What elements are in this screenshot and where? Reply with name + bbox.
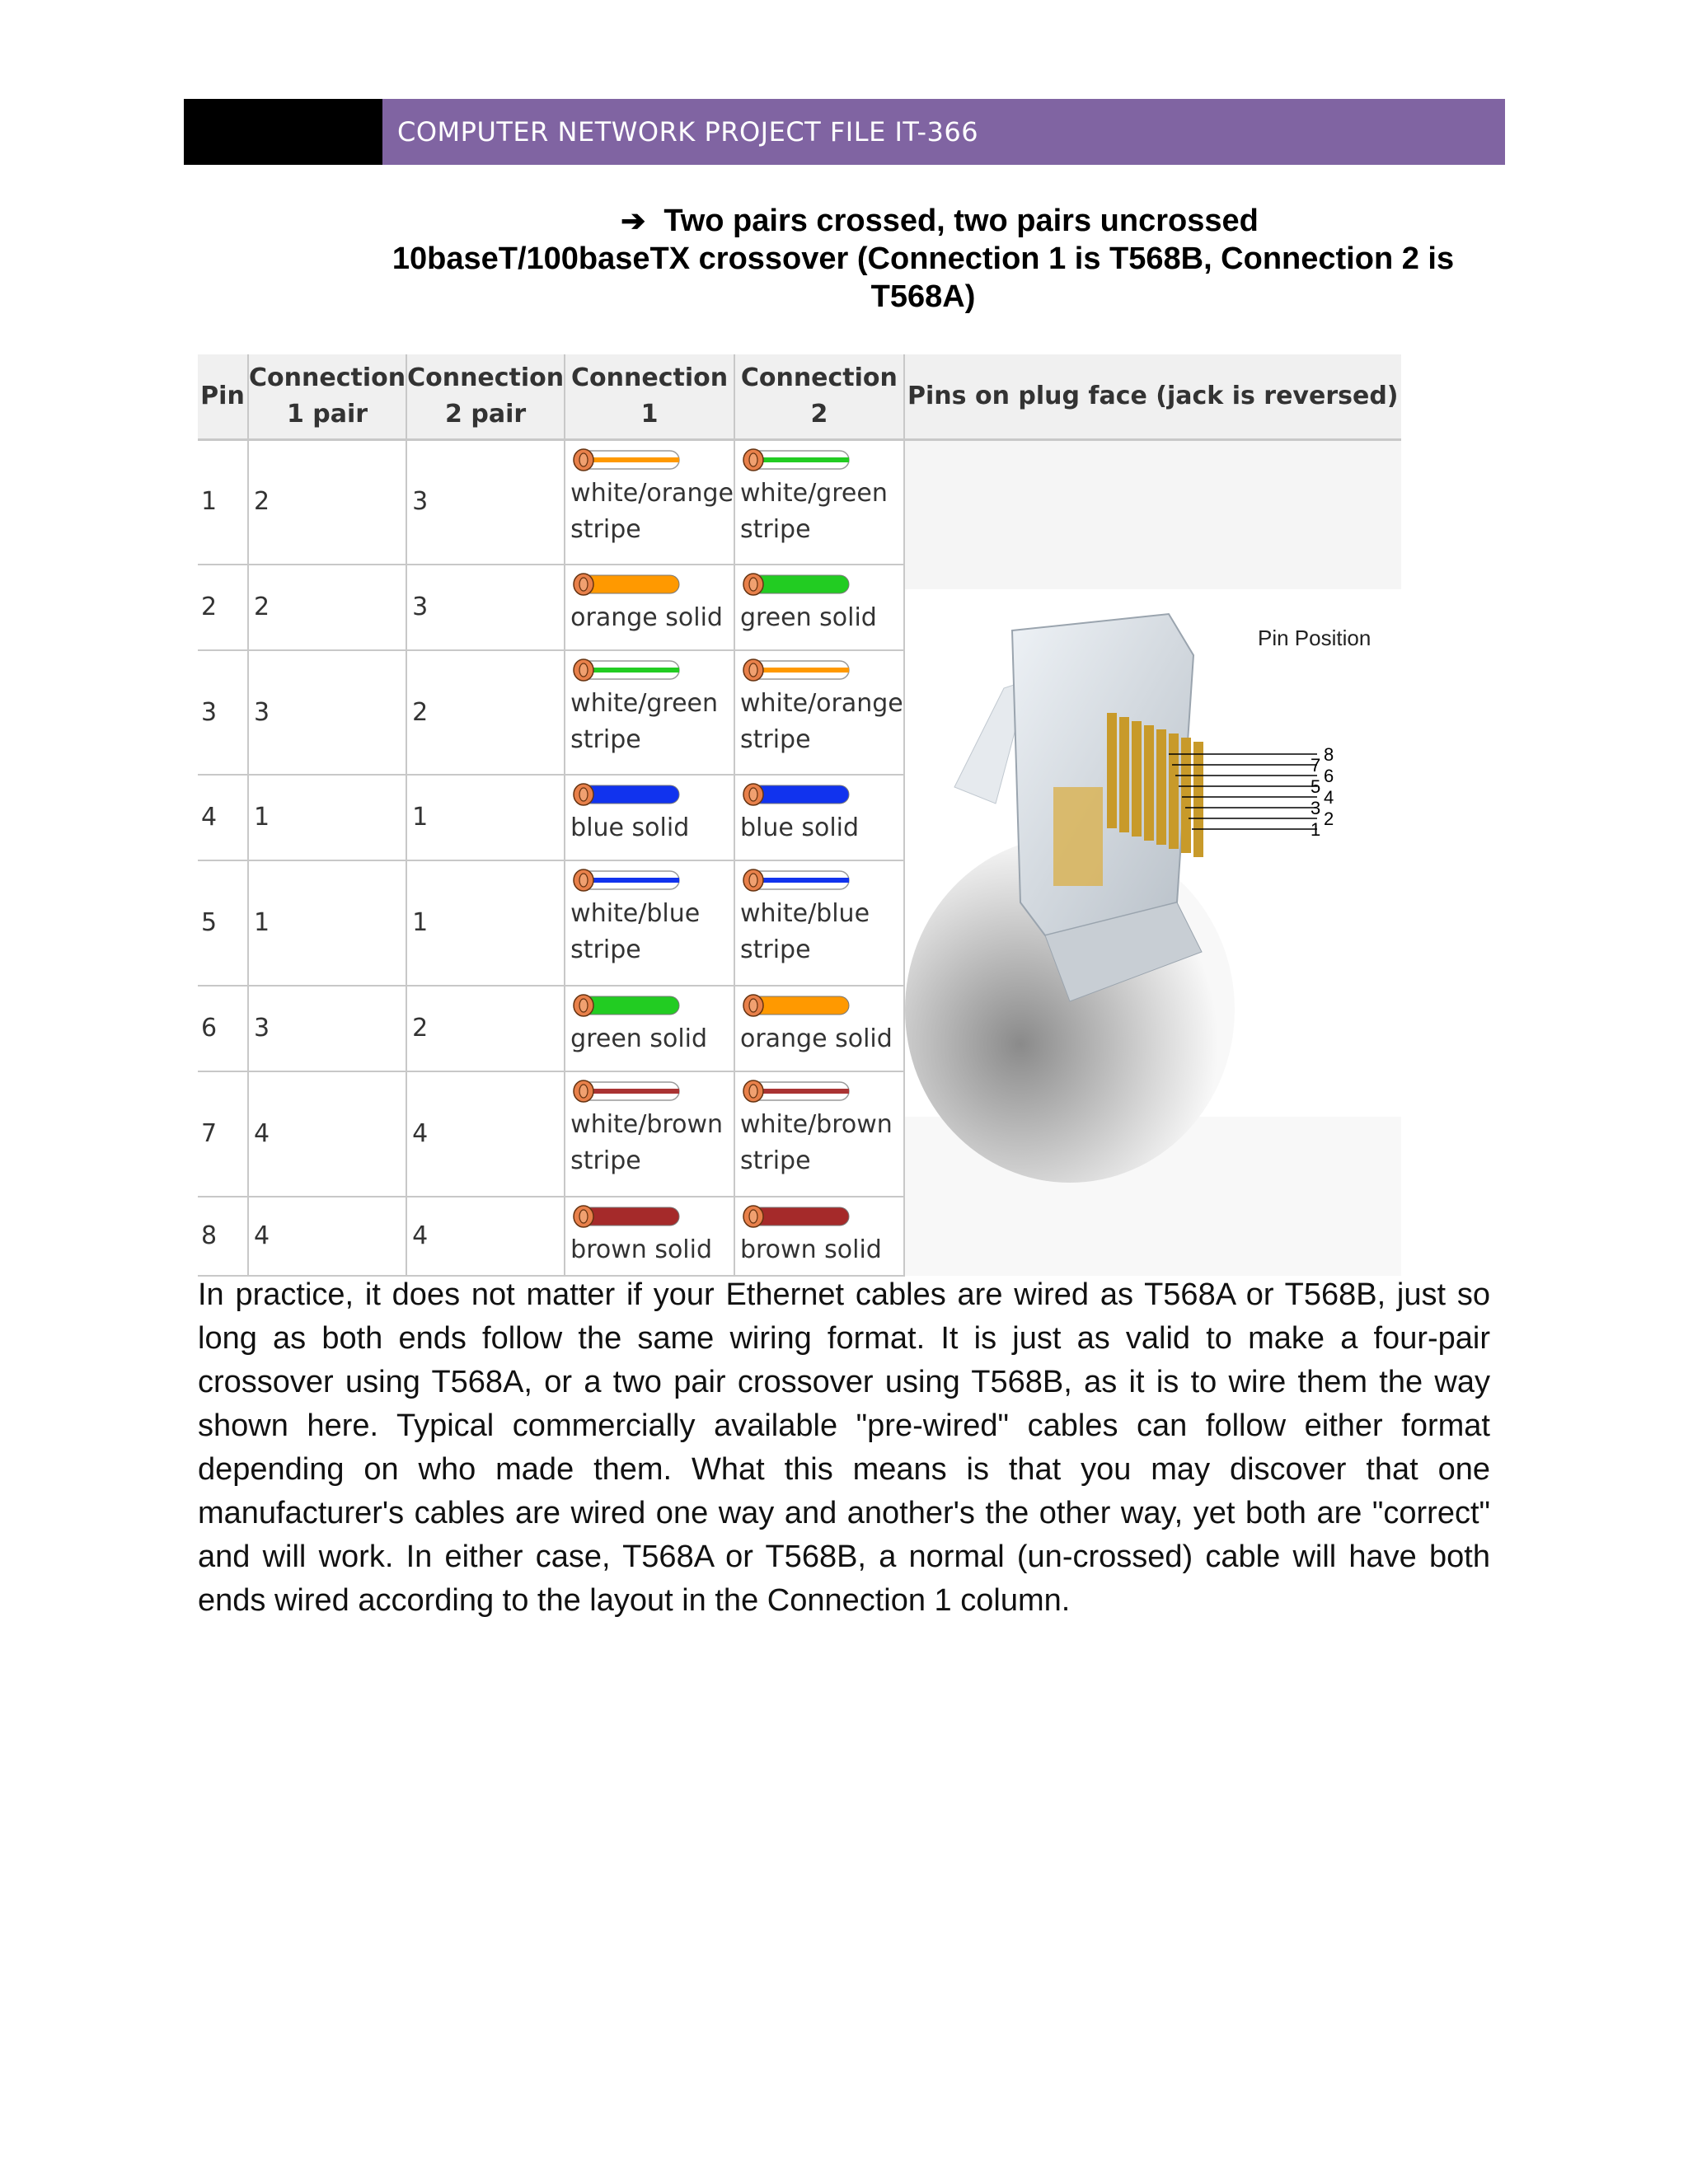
conn1-pair-cell: 3 xyxy=(248,986,406,1071)
conn2-wire-cell xyxy=(734,1197,904,1276)
conn2-wire-cell xyxy=(734,1071,904,1197)
conn1-wire-cell xyxy=(565,650,734,776)
pin-number-label: 6 xyxy=(1323,765,1334,786)
wire-label: white/blue stripe xyxy=(570,899,701,965)
conn2-pair-cell: 3 xyxy=(406,439,565,565)
wire-icon xyxy=(740,782,852,807)
pin-number-label: 8 xyxy=(1323,743,1334,765)
conn2-wire-cell xyxy=(734,775,904,860)
conn1-pair-cell: 2 xyxy=(248,565,406,650)
conn1-wire-cell xyxy=(565,565,734,650)
pin-cell: 3 xyxy=(198,650,248,776)
wire-label: orange solid xyxy=(570,602,723,632)
wire-icon xyxy=(570,1079,682,1104)
col-header-conn2: Connection 2 xyxy=(734,354,904,439)
header-title: COMPUTER NETWORK PROJECT FILE IT-366 xyxy=(397,116,979,148)
conn1-wire-cell xyxy=(565,1071,734,1197)
wire-label: white/brown stripe xyxy=(570,1110,723,1176)
rj45-plug-image xyxy=(905,441,1401,1265)
pin-number-label: 7 xyxy=(1310,754,1321,776)
wire-label: orange solid xyxy=(739,1024,893,1054)
conn2-pair-cell: 2 xyxy=(406,650,565,776)
pin-cell: 7 xyxy=(198,1071,248,1197)
wire-label: blue solid xyxy=(739,813,860,843)
table-row xyxy=(198,439,1401,565)
col-header-plug-face: Pins on plug face (jack is reversed) xyxy=(904,354,1401,439)
header-bar xyxy=(382,99,1505,165)
conn1-wire-cell xyxy=(565,775,734,860)
wire-icon xyxy=(570,993,682,1018)
pin-cell: 1 xyxy=(198,439,248,565)
wire-icon xyxy=(570,658,682,682)
heading-line-1: Two pairs crossed, two pairs uncrossed xyxy=(663,204,1259,238)
wire-icon xyxy=(740,448,852,472)
wire-icon xyxy=(740,993,852,1018)
conn2-wire-cell xyxy=(734,565,904,650)
conn2-pair-cell: 4 xyxy=(406,1197,565,1276)
conn1-pair-cell: 4 xyxy=(248,1071,406,1197)
pin-cell: 5 xyxy=(198,860,248,986)
header-black-block xyxy=(184,99,382,165)
conn1-pair-cell: 1 xyxy=(248,860,406,986)
wire-label: white/green stripe xyxy=(570,688,719,754)
section-heading xyxy=(346,202,1500,316)
pin-number-label: 2 xyxy=(1323,808,1334,829)
pin-number-label: 3 xyxy=(1310,797,1321,818)
wire-label: white/blue stripe xyxy=(739,899,870,965)
pin-position-caption: Pin Position xyxy=(1257,625,1372,650)
plug-image-cell xyxy=(904,439,1401,1276)
conn2-pair-cell: 2 xyxy=(406,986,565,1071)
arrow-icon: ➔ xyxy=(621,204,646,237)
wire-label: white/orange stripe xyxy=(739,688,903,754)
conn1-wire-cell xyxy=(565,439,734,565)
wire-label: brown solid xyxy=(570,1235,713,1264)
col-header-conn1: Connection 1 xyxy=(565,354,734,439)
conn1-wire-cell xyxy=(565,986,734,1071)
conn2-wire-cell xyxy=(734,650,904,776)
conn1-wire-cell xyxy=(565,860,734,986)
pin-cell: 6 xyxy=(198,986,248,1071)
conn2-pair-cell: 1 xyxy=(406,775,565,860)
pin-cell: 8 xyxy=(198,1197,248,1276)
wire-icon xyxy=(570,572,682,597)
pin-number-label: 5 xyxy=(1310,776,1321,797)
wiring-table xyxy=(198,354,1401,1277)
wire-icon xyxy=(570,782,682,807)
conn2-pair-cell: 1 xyxy=(406,860,565,986)
col-header-conn2-pair: Connection 2 pair xyxy=(406,354,565,439)
col-header-pin: Pin xyxy=(198,354,248,439)
wire-icon xyxy=(740,868,852,893)
conn1-wire-cell xyxy=(565,1197,734,1276)
body-paragraph: In practice, it does not matter if your Ethernet cables are wired as T568A or T568B, just so long as both ends follow the same wiring format. It is just as valid to make a four-pair crossover using T568A, or a two pair crossover using T568B, as it is to wire them the way shown here. Typical commercially available "pre-wired" cables can follow either format depending on who made them. What this means is that you may discover that one manufacturer's cables are wired one way and another's the other way, yet both are "correct" and will work. In either case, T568A or T568B, a normal (un-crossed) cable will have both ends wired according to the layout in the Connection 1 column. xyxy=(198,1277,1490,1618)
col-header-conn1-pair: Connection 1 pair xyxy=(248,354,406,439)
pin-cell: 4 xyxy=(198,775,248,860)
heading-line-2: 10baseT/100baseTX crossover (Connection 1 is T568B, Connection 2 is T568A) xyxy=(392,241,1455,314)
wire-label: green solid xyxy=(570,1024,708,1054)
wire-label: white/green stripe xyxy=(739,478,888,544)
wire-label: white/brown stripe xyxy=(739,1110,893,1176)
conn1-pair-cell: 4 xyxy=(248,1197,406,1276)
wire-icon xyxy=(740,572,852,597)
wire-label: brown solid xyxy=(739,1235,882,1264)
conn1-pair-cell: 2 xyxy=(248,439,406,565)
conn2-wire-cell xyxy=(734,860,904,986)
wire-icon xyxy=(570,448,682,472)
wire-label: blue solid xyxy=(570,813,690,843)
conn2-pair-cell: 3 xyxy=(406,565,565,650)
pin-number-label: 1 xyxy=(1310,818,1321,840)
conn2-wire-cell xyxy=(734,986,904,1071)
conn2-pair-cell: 4 xyxy=(406,1071,565,1197)
conn1-pair-cell: 1 xyxy=(248,775,406,860)
conn1-pair-cell: 3 xyxy=(248,650,406,776)
wire-label: white/orange stripe xyxy=(570,478,734,544)
pin-cell: 2 xyxy=(198,565,248,650)
wire-icon xyxy=(740,1204,852,1229)
wire-label: green solid xyxy=(739,602,877,632)
wire-icon xyxy=(570,1204,682,1229)
pin-number-label: 4 xyxy=(1323,786,1334,808)
wire-icon xyxy=(740,658,852,682)
wire-icon xyxy=(570,868,682,893)
wire-icon xyxy=(740,1079,852,1104)
conn2-wire-cell xyxy=(734,439,904,565)
